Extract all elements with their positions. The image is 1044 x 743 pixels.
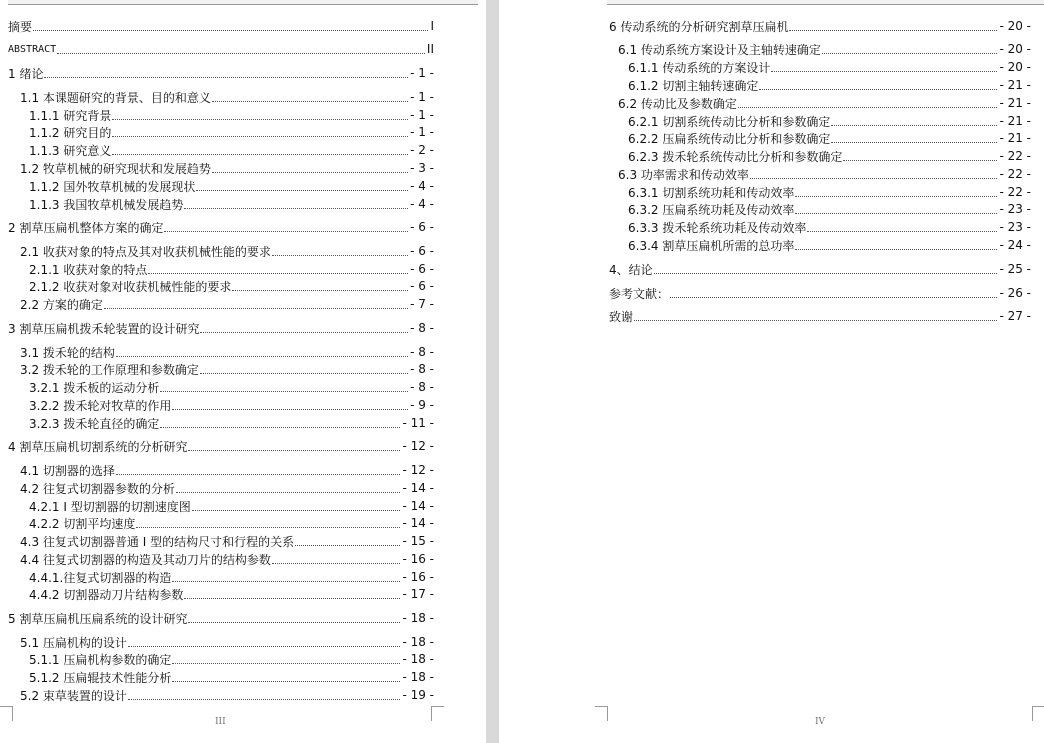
toc-entry-title: 1.1.2 国外牧草机械的发展现状: [29, 179, 196, 194]
toc-entry[interactable]: [8, 319, 434, 337]
toc-entry-title: 1.1 本课题研究的背景、目的和意义: [20, 90, 211, 105]
toc-entry-title: 5.1.2 压扁辊技术性能分析: [29, 670, 172, 685]
dot-leader: [116, 356, 408, 357]
toc-entry-title: 5.2 束草装置的设计: [20, 688, 127, 703]
toc-entry[interactable]: [628, 58, 1031, 76]
toc-entry[interactable]: [628, 183, 1031, 201]
dot-leader: [831, 142, 997, 143]
toc-entry[interactable]: [609, 17, 1031, 35]
toc-entry[interactable]: [628, 76, 1031, 94]
dot-leader: [172, 663, 400, 664]
toc-entry-title: 5.1 压扁机构的设计: [20, 635, 127, 650]
crop-mark: [595, 706, 608, 721]
dot-leader: [654, 273, 998, 274]
crop-mark: [1032, 706, 1044, 721]
toc-entry-page: - 3 -: [410, 161, 434, 175]
toc-entry-title: 4.4.1.往复式切割器的构造: [29, 570, 172, 585]
dot-leader: [822, 53, 998, 54]
dot-leader: [112, 154, 408, 155]
toc-entry-page: - 1 -: [410, 90, 434, 104]
dot-leader: [200, 332, 408, 333]
toc-entry[interactable]: [29, 277, 434, 295]
toc-entry[interactable]: [20, 343, 434, 361]
toc-entry-title: 3.2 拨禾轮的工作原理和参数确定: [20, 362, 199, 377]
toc-entry-page: - 2 -: [410, 143, 434, 157]
page-footer-number: III: [215, 717, 226, 727]
toc-entry[interactable]: [20, 295, 434, 313]
toc-entry-page: - 8 -: [410, 321, 434, 335]
dot-leader: [172, 409, 408, 410]
dot-leader: [212, 101, 408, 102]
toc-entry[interactable]: [29, 106, 434, 124]
toc-entry-page: - 9 -: [410, 398, 434, 412]
page-top-border: [607, 0, 1044, 5]
toc-entry-title: 4、结论: [609, 262, 653, 277]
toc-entry[interactable]: [628, 112, 1031, 130]
toc-entry-page: - 8 -: [410, 362, 434, 376]
toc-entry[interactable]: [628, 129, 1031, 147]
dot-leader: [634, 320, 997, 321]
toc-entry-title: 6.3.3 拨禾轮系统功耗及传动效率: [628, 220, 807, 235]
toc-entry-title: 1.1.3 我国牧草机械发展趋势: [29, 197, 184, 212]
toc-entry[interactable]: [20, 686, 434, 704]
dot-leader: [843, 160, 997, 161]
dot-leader: [57, 53, 425, 54]
toc-entry[interactable]: [609, 260, 1031, 278]
dot-leader: [295, 545, 400, 546]
toc-entry[interactable]: [8, 609, 434, 627]
toc-entry-page: - 22 -: [999, 167, 1031, 181]
toc-entry[interactable]: [20, 242, 434, 260]
dot-leader: [164, 231, 408, 232]
toc-entry[interactable]: [29, 414, 434, 432]
toc-entry-title: 6.3.1 切割系统功耗和传动效率: [628, 185, 795, 200]
dot-leader: [200, 373, 408, 374]
dot-leader: [112, 136, 408, 137]
toc-entry[interactable]: [29, 585, 434, 603]
toc-entry[interactable]: [20, 633, 434, 651]
dot-leader: [172, 681, 400, 682]
toc-entry[interactable]: [618, 40, 1031, 58]
toc-entry[interactable]: [618, 165, 1031, 183]
toc-entry-page: II: [426, 42, 434, 56]
dot-leader: [738, 107, 998, 108]
dot-leader: [160, 391, 408, 392]
toc-entry-title: 1.1.2 研究目的: [29, 125, 112, 140]
dot-leader: [160, 427, 400, 428]
toc-entry-title: 2.1.2 收获对象对收获机械性能的要求: [29, 279, 232, 294]
toc-entry-page: - 26 -: [999, 286, 1031, 300]
dot-leader: [192, 510, 401, 511]
toc-entry[interactable]: [8, 40, 434, 58]
dot-leader: [104, 308, 408, 309]
toc-entry[interactable]: [20, 159, 434, 177]
dot-leader: [33, 30, 428, 31]
dot-leader: [172, 581, 400, 582]
toc-entry[interactable]: [20, 360, 434, 378]
toc-entry-title: 4.3 往复式切割器普通 I 型的结构尺寸和行程的关系: [20, 534, 295, 549]
toc-entry-page: - 8 -: [410, 345, 434, 359]
dot-leader: [831, 125, 997, 126]
toc-entry-page: I: [430, 19, 434, 33]
toc-entry-title: 6.2.2 压扁系统传动比分析和参数确定: [628, 131, 831, 146]
toc-entry-title: 2 割草压扁机整体方案的确定: [8, 220, 164, 235]
toc-entry-page: - 14 -: [402, 481, 434, 495]
toc-entry-title: 2.1 收获对象的特点及其对收获机械性能的要求: [20, 244, 271, 259]
toc-entry-page: - 4 -: [410, 179, 434, 193]
toc-entry-page: - 15 -: [402, 534, 434, 548]
dot-leader: [188, 450, 400, 451]
toc-entry-title: 1 绪论: [8, 66, 44, 81]
toc-entry-title: ABSTRACT: [8, 43, 57, 55]
toc-entry[interactable]: [29, 260, 434, 278]
crop-mark: [431, 706, 444, 721]
toc-entry-page: - 17 -: [402, 587, 434, 601]
toc-entry-page: - 7 -: [410, 297, 434, 311]
toc-entry-page: - 20 -: [999, 19, 1031, 33]
toc-entry[interactable]: [29, 514, 434, 532]
toc-entry-title: 3.1 拨禾轮的结构: [20, 345, 115, 360]
toc-entry-page: - 12 -: [402, 463, 434, 477]
toc-entry-title: 4.4.2 切割器动刀片结构参数: [29, 587, 184, 602]
toc-entry-title: 6.3.2 压扁系统功耗及传动效率: [628, 202, 795, 217]
dot-leader: [795, 249, 997, 250]
toc-entry-page: - 1 -: [410, 66, 434, 80]
toc-entry-title: 5.1.1 压扁机构参数的确定: [29, 652, 172, 667]
toc-entry-title: 致谢: [609, 309, 634, 324]
toc-entry-page: - 11 -: [402, 416, 434, 430]
toc-entry-page: - 14 -: [402, 516, 434, 530]
toc-entry-title: 6 传动系统的分析研究割草压扁机: [609, 19, 789, 34]
toc-entry-title: 6.2.3 拨禾轮系统传动比分析和参数确定: [628, 149, 843, 164]
page-gutter: [486, 0, 499, 743]
toc-entry-page: - 23 -: [999, 220, 1031, 234]
toc-entry[interactable]: [609, 307, 1031, 325]
dot-leader: [212, 172, 408, 173]
toc-entry-page: - 6 -: [410, 262, 434, 276]
toc-entry-page: - 22 -: [999, 185, 1031, 199]
toc-entry[interactable]: [628, 236, 1031, 254]
toc-entry-page: - 21 -: [999, 131, 1031, 145]
toc-entry-page: - 6 -: [410, 244, 434, 258]
dot-leader: [759, 89, 997, 90]
toc-entry[interactable]: [29, 123, 434, 141]
toc-entry-title: 1.1.3 研究意义: [29, 143, 112, 158]
dot-leader: [184, 598, 400, 599]
toc-entry-title: 摘要: [8, 19, 33, 34]
toc-entry-page: - 21 -: [999, 96, 1031, 110]
toc-entry-title: 3.2.3 拨禾轮直径的确定: [29, 416, 160, 431]
toc-entry[interactable]: [29, 195, 434, 213]
dot-leader: [771, 71, 997, 72]
toc-entry-title: 4.2.1 I 型切割器的切割速度图: [29, 499, 191, 514]
dot-leader: [176, 492, 401, 493]
toc-entry-page: - 21 -: [999, 114, 1031, 128]
toc-entry-page: - 1 -: [410, 125, 434, 139]
toc-entry[interactable]: [20, 461, 434, 479]
toc-entry-title: 6.2 传动比及参数确定: [618, 96, 737, 111]
dot-leader: [116, 474, 401, 475]
toc-entry[interactable]: [618, 94, 1031, 112]
toc-entry-title: 6.1 传动系统方案设计及主轴转速确定: [618, 42, 821, 57]
dot-leader: [272, 563, 401, 564]
toc-entry[interactable]: [20, 479, 434, 497]
toc-entry-title: 4.4 往复式切割器的构造及其动刀片的结构参数: [20, 552, 271, 567]
toc-entry-title: 参考文献：: [609, 286, 670, 301]
page-top-border: [8, 0, 478, 5]
toc-entry[interactable]: [609, 284, 1031, 302]
dot-leader: [196, 190, 408, 191]
toc-entry-title: 6.2.1 切割系统传动比分析和参数确定: [628, 114, 831, 129]
toc-entry-title: 1.1.1 研究背景: [29, 108, 112, 123]
toc-entry[interactable]: [8, 437, 434, 455]
toc-page-right: [499, 0, 1044, 743]
toc-entry-title: 6.1.2 切割主轴转速确定: [628, 78, 759, 93]
toc-entry-page: - 6 -: [410, 220, 434, 234]
toc-entry-title: 2.2 方案的确定: [20, 297, 103, 312]
toc-entry-page: - 16 -: [402, 552, 434, 566]
dot-leader: [44, 77, 408, 78]
toc-entry-title: 6.1.1 传动系统的方案设计: [628, 60, 771, 75]
toc-entry[interactable]: [29, 668, 434, 686]
toc-entry[interactable]: [628, 147, 1031, 165]
toc-entry[interactable]: [29, 141, 434, 159]
toc-entry-title: 4 割草压扁机切割系统的分析研究: [8, 439, 188, 454]
toc-entry-title: 4.1 切割器的选择: [20, 463, 115, 478]
toc-entry[interactable]: [8, 218, 434, 236]
toc-entry-page: - 6 -: [410, 279, 434, 293]
toc-entry-page: - 1 -: [410, 108, 434, 122]
dot-leader: [112, 119, 408, 120]
toc-entry[interactable]: [628, 218, 1031, 236]
toc-entry-page: - 20 -: [999, 60, 1031, 74]
dot-leader: [670, 297, 997, 298]
toc-entry-title: 2.1.1 收获对象的特点: [29, 262, 148, 277]
dot-leader: [232, 290, 408, 291]
toc-entry-page: - 8 -: [410, 380, 434, 394]
toc-entry[interactable]: [29, 378, 434, 396]
crop-mark: [0, 706, 13, 721]
toc-entry-page: - 14 -: [402, 499, 434, 513]
toc-entry-title: 1.2 牧草机械的研究现状和发展趋势: [20, 161, 211, 176]
dot-leader: [807, 231, 997, 232]
toc-entry-title: 3.2.2 拨禾轮对牧草的作用: [29, 398, 172, 413]
toc-entry-title: 4.2 往复式切割器参数的分析: [20, 481, 175, 496]
toc-entry-page: - 23 -: [999, 202, 1031, 216]
toc-entry-title: 4.2.2 切割平均速度: [29, 516, 136, 531]
toc-entry-title: 3 割草压扁机拨禾轮装置的设计研究: [8, 321, 200, 336]
toc-entry-page: - 19 -: [402, 688, 434, 702]
toc-entry-page: - 21 -: [999, 78, 1031, 92]
toc-entry-page: - 22 -: [999, 149, 1031, 163]
toc-entry[interactable]: [29, 396, 434, 414]
dot-leader: [128, 699, 401, 700]
toc-entry[interactable]: [20, 532, 434, 550]
dot-leader: [148, 273, 408, 274]
toc-entry-page: - 18 -: [402, 611, 434, 625]
toc-entry-page: - 18 -: [402, 670, 434, 684]
dot-leader: [188, 622, 400, 623]
toc-entry-page: - 25 -: [999, 262, 1031, 276]
toc-entry-title: 5 割草压扁机压扁系统的设计研究: [8, 611, 188, 626]
toc-entry[interactable]: [8, 64, 434, 82]
toc-entry-title: 6.3.4 割草压扁机所需的总功率: [628, 238, 795, 253]
toc-entry[interactable]: [29, 568, 434, 586]
toc-entry[interactable]: [20, 88, 434, 106]
toc-entry-page: - 16 -: [402, 570, 434, 584]
page-footer-number: IV: [815, 717, 826, 727]
toc-entry-page: - 18 -: [402, 652, 434, 666]
toc-entry-title: 3.2.1 拨禾板的运动分析: [29, 380, 160, 395]
toc-entry[interactable]: [20, 550, 434, 568]
toc-entry-page: - 18 -: [402, 635, 434, 649]
dot-leader: [136, 527, 400, 528]
dot-leader: [272, 255, 408, 256]
dot-leader: [795, 213, 997, 214]
toc-page-left: [0, 0, 486, 743]
dot-leader: [789, 30, 997, 31]
toc-entry-title: 6.3 功率需求和传动效率: [618, 167, 749, 182]
toc-entry[interactable]: [29, 650, 434, 668]
dot-leader: [750, 178, 998, 179]
dot-leader: [184, 208, 408, 209]
toc-entry[interactable]: [29, 177, 434, 195]
toc-entry-page: - 4 -: [410, 197, 434, 211]
toc-entry-page: - 12 -: [402, 439, 434, 453]
dot-leader: [128, 646, 401, 647]
toc-entry-page: - 27 -: [999, 309, 1031, 323]
dot-leader: [795, 196, 997, 197]
toc-entry-page: - 20 -: [999, 42, 1031, 56]
toc-entry[interactable]: [628, 200, 1031, 218]
toc-entry-page: - 24 -: [999, 238, 1031, 252]
toc-entry[interactable]: [29, 497, 434, 515]
toc-entry[interactable]: [8, 17, 434, 35]
